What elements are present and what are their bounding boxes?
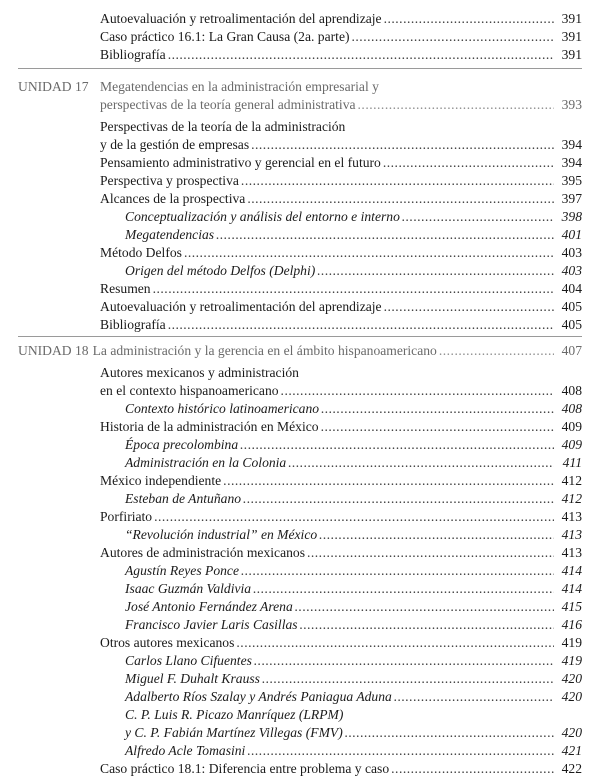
toc-page-number: 403 xyxy=(561,245,582,260)
toc-entry-title: Administración en la Colonia xyxy=(125,455,287,470)
dot-leader xyxy=(295,598,554,615)
unit-17-title-line1: Megatendencias en la administración empresarial y xyxy=(100,79,379,94)
toc-entry-title: Autoevaluación y retroalimentación del aprendizaje xyxy=(100,299,382,314)
toc-entry-title: México independiente xyxy=(100,473,222,488)
toc-page-number: 394 xyxy=(561,155,582,170)
dot-leader xyxy=(402,208,554,225)
toc-entry-title: Adalberto Ríos Szalay y Andrés Paniagua Aduna xyxy=(125,689,392,704)
toc-page-number: 421 xyxy=(561,743,582,758)
dot-leader xyxy=(345,724,554,741)
toc-page-number: 420 xyxy=(561,671,582,686)
dot-leader xyxy=(254,652,554,669)
dot-leader xyxy=(168,316,554,333)
toc-subentry[interactable] xyxy=(125,580,582,597)
toc-subentry[interactable] xyxy=(125,454,582,471)
toc-page-number: 403 xyxy=(561,263,582,278)
toc-entry-title: Isaac Guzmán Valdivia xyxy=(125,581,252,596)
dot-leader xyxy=(236,634,554,651)
dot-leader xyxy=(300,616,554,633)
dot-leader xyxy=(439,342,554,359)
toc-entry-title: Caso práctico 18.1: Diferencia entre problema y caso xyxy=(100,761,390,776)
dot-leader xyxy=(319,526,554,543)
toc-page-number: 412 xyxy=(561,491,582,506)
dot-leader xyxy=(153,280,554,297)
toc-page-number: 413 xyxy=(561,509,582,524)
toc-subentry[interactable] xyxy=(125,526,582,543)
unit-18-page: 407 xyxy=(561,343,582,358)
toc-entry-title: Francisco Javier Laris Casillas xyxy=(125,617,298,632)
toc-entry[interactable] xyxy=(100,280,582,297)
toc-page-number: 414 xyxy=(561,563,582,578)
dot-leader xyxy=(240,436,554,453)
dot-leader xyxy=(247,742,554,759)
dot-leader xyxy=(317,262,554,279)
dot-leader xyxy=(243,490,554,507)
toc-entry-title: Alfredo Acle Tomasini xyxy=(125,743,246,758)
dot-leader xyxy=(241,172,554,189)
toc-entry-title: José Antonio Fernández Arena xyxy=(125,599,293,614)
toc-page-number: 412 xyxy=(561,473,582,488)
toc-entry-title: “Revolución industrial” en México xyxy=(125,527,318,542)
toc-entry-title: Autoevaluación y retroalimentación del aprendizaje xyxy=(100,11,382,26)
dot-leader xyxy=(247,190,554,207)
toc-page-number: 391 xyxy=(561,47,582,62)
toc-entry-title: Carlos Llano Cifuentes xyxy=(125,653,252,668)
toc-subentry[interactable] xyxy=(125,688,582,705)
toc-entry[interactable] xyxy=(100,472,582,489)
toc-page-number: 391 xyxy=(561,11,582,26)
toc-entry-title: Autores de administración mexicanos xyxy=(100,545,305,560)
dot-leader xyxy=(383,154,554,171)
toc-entry[interactable] xyxy=(100,136,582,153)
toc-entry-title: Esteban de Antuñano xyxy=(125,491,242,506)
toc-entry-title: Época precolombina xyxy=(125,437,239,452)
toc-entry-title: Origen del método Delfos (Delphi) xyxy=(125,263,316,278)
toc-page-number: 405 xyxy=(561,317,582,332)
toc-page-number: 413 xyxy=(561,545,582,560)
toc-page-number: 408 xyxy=(561,383,582,398)
toc-page-number: 408 xyxy=(561,401,582,416)
toc-page-number: 420 xyxy=(561,725,582,740)
toc-entry[interactable] xyxy=(100,190,582,207)
toc-entry-title: Historia de la administración en México xyxy=(100,419,319,434)
toc-entry-title: Perspectiva y prospectiva xyxy=(100,173,239,188)
toc-page-number: 398 xyxy=(561,209,582,224)
unit-18-title: La administración y la gerencia en el ámbito hispanoamericano xyxy=(92,343,437,358)
toc-entry[interactable] xyxy=(100,544,582,561)
toc-subentry[interactable] xyxy=(125,208,582,225)
toc-page-number: 416 xyxy=(561,617,582,632)
toc-entry-title: Conceptualización y análisis del entorno e interno xyxy=(125,209,400,224)
toc-subentry[interactable] xyxy=(125,670,582,687)
unit-17-page: 393 xyxy=(561,97,582,112)
toc-subentry[interactable] xyxy=(125,490,582,507)
toc-entry-title-line1: C. P. Luis R. Picazo Manríquez (LRPM) xyxy=(125,707,344,722)
toc-entry-title: Megatendencias xyxy=(125,227,215,242)
toc-page-number: 395 xyxy=(561,173,582,188)
toc-entry[interactable] xyxy=(100,46,582,63)
toc-entry[interactable] xyxy=(100,418,582,435)
dot-leader xyxy=(352,28,555,45)
toc-entry-title: Bibliografía xyxy=(100,47,166,62)
dot-leader xyxy=(253,580,554,597)
toc-entry[interactable] xyxy=(100,10,582,27)
unit-17-heading[interactable] xyxy=(100,96,582,113)
toc-page-number: 409 xyxy=(561,437,582,452)
toc-page-number: 422 xyxy=(561,761,582,776)
toc-subentry[interactable] xyxy=(125,400,582,417)
dot-leader xyxy=(391,760,554,777)
toc-entry-title: Contexto histórico latinoamericano xyxy=(125,401,320,416)
toc-entry-title: Pensamiento administrativo y gerencial en el futuro xyxy=(100,155,381,170)
toc-page-number: 397 xyxy=(561,191,582,206)
toc-page-number: 420 xyxy=(561,689,582,704)
toc-entry[interactable] xyxy=(100,316,582,333)
unit-18-heading[interactable] xyxy=(18,342,582,359)
toc-entry-title: Otros autores mexicanos xyxy=(100,635,235,650)
dot-leader xyxy=(358,96,554,113)
dot-leader xyxy=(394,688,554,705)
toc-entry-title: Miguel F. Duhalt Krauss xyxy=(125,671,260,686)
dot-leader xyxy=(262,670,554,687)
dot-leader xyxy=(321,418,554,435)
dot-leader xyxy=(384,298,554,315)
toc-entry[interactable] xyxy=(100,28,582,45)
toc-entry[interactable] xyxy=(100,508,582,525)
toc-entry-title-line1: Perspectivas de la teoría de la administración xyxy=(100,119,346,134)
unit-17-label: UNIDAD 17 xyxy=(18,79,89,94)
unit-18-label: UNIDAD 18 xyxy=(18,343,89,358)
toc-entry-title: Método Delfos xyxy=(100,245,182,260)
dot-leader xyxy=(251,136,554,153)
toc-page-number: 413 xyxy=(561,527,582,542)
toc-entry[interactable] xyxy=(100,154,582,171)
dot-leader xyxy=(184,244,554,261)
toc-subentry[interactable] xyxy=(125,724,582,741)
toc-page-number: 404 xyxy=(561,281,582,296)
toc-page-number: 401 xyxy=(561,227,582,242)
toc-entry[interactable] xyxy=(100,634,582,651)
toc-entry[interactable] xyxy=(100,298,582,315)
toc-entry[interactable] xyxy=(100,760,582,777)
toc-entry[interactable] xyxy=(100,244,582,261)
toc-entry-title: en el contexto hispanoamericano xyxy=(100,383,279,398)
toc-page-number: 391 xyxy=(561,29,582,44)
dot-leader xyxy=(281,382,554,399)
dot-leader xyxy=(307,544,554,561)
toc-subentry[interactable] xyxy=(125,742,582,759)
dot-leader xyxy=(384,10,554,27)
toc-entry-title-line1: Autores mexicanos y administración xyxy=(100,365,299,380)
dot-leader xyxy=(321,400,554,417)
toc-entry-title: Bibliografía xyxy=(100,317,166,332)
unit-17-title-line2: perspectivas de la teoría general administrativa xyxy=(100,97,356,112)
toc-page-number: 394 xyxy=(561,137,582,152)
toc-subentry[interactable] xyxy=(125,436,582,453)
dot-leader xyxy=(168,46,554,63)
toc-page-number: 414 xyxy=(561,581,582,596)
toc-page-number: 415 xyxy=(561,599,582,614)
toc-subentry[interactable] xyxy=(125,616,582,633)
toc-entry-title: Alcances de la prospectiva xyxy=(100,191,246,206)
toc-page-number: 411 xyxy=(562,455,582,470)
toc-entry-title: y de la gestión de empresas xyxy=(100,137,250,152)
dot-leader xyxy=(223,472,554,489)
dot-leader xyxy=(154,508,554,525)
toc-entry-title: Resumen xyxy=(100,281,151,296)
toc-subentry[interactable] xyxy=(125,262,582,279)
toc-subentry[interactable] xyxy=(125,652,582,669)
toc-subentry[interactable] xyxy=(125,598,582,615)
section-divider xyxy=(18,68,582,69)
section-divider xyxy=(18,336,582,337)
toc-entry-title: Porfiriato xyxy=(100,509,153,524)
toc-page-number: 409 xyxy=(561,419,582,434)
toc-entry-title: Agustín Reyes Ponce xyxy=(125,563,239,578)
toc-entry-title: Caso práctico 16.1: La Gran Causa (2a. parte) xyxy=(100,29,350,44)
dot-leader xyxy=(216,226,554,243)
toc-page-number: 419 xyxy=(561,635,582,650)
toc-entry-title: y C. P. Fabián Martínez Villegas (FMV) xyxy=(125,725,343,740)
dot-leader xyxy=(288,454,554,471)
toc-entry[interactable] xyxy=(100,172,582,189)
toc-page-number: 405 xyxy=(561,299,582,314)
toc-page-number: 419 xyxy=(561,653,582,668)
toc-entry[interactable] xyxy=(100,382,582,399)
toc-subentry[interactable] xyxy=(125,562,582,579)
toc-subentry[interactable] xyxy=(125,226,582,243)
dot-leader xyxy=(241,562,554,579)
